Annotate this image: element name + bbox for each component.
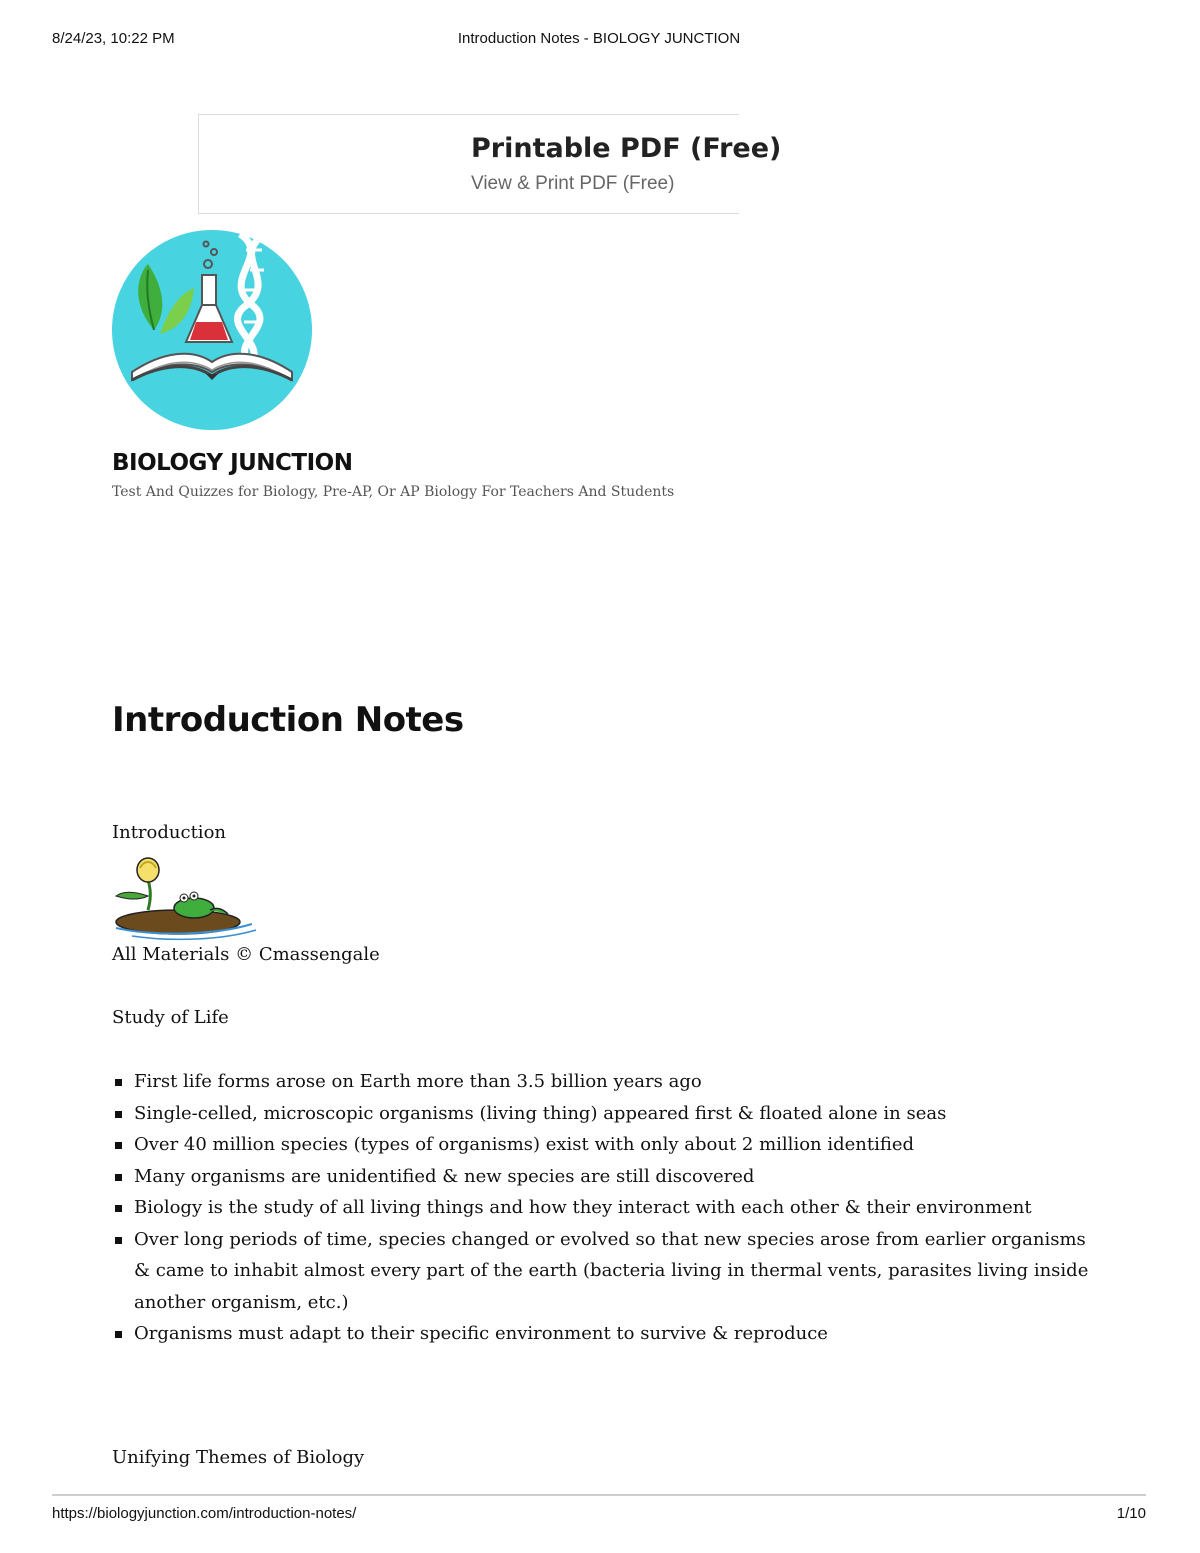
page-title: Introduction Notes — [112, 700, 464, 740]
list-item: Biology is the study of all living things and how they interact with each other & their environment — [112, 1192, 1092, 1224]
list-item: Over 40 million species (types of organisms) exist with only about 2 million identified — [112, 1129, 1092, 1161]
study-of-life-list — [112, 1066, 1092, 1350]
print-header — [52, 30, 1146, 50]
section-heading-study-of-life: Study of Life — [112, 1007, 229, 1028]
ad-title[interactable]: Printable PDF (Free) — [471, 133, 782, 164]
print-datetime: 8/24/23, 10:22 PM — [52, 30, 175, 47]
ad-subtitle[interactable]: View & Print PDF (Free) — [471, 173, 675, 194]
section-heading-unifying-themes: Unifying Themes of Biology — [112, 1447, 365, 1468]
frog-on-lilypad-clipart — [112, 856, 258, 942]
site-title[interactable]: BIOLOGY JUNCTION — [112, 450, 353, 476]
list-item: First life forms arose on Earth more than 3.5 billion years ago — [112, 1066, 1092, 1098]
site-tagline: Test And Quizzes for Biology, Pre-AP, Or AP Biology For Teachers And Students — [112, 484, 675, 500]
print-page-title: Introduction Notes - BIOLOGY JUNCTION — [457, 30, 741, 47]
site-logo[interactable] — [112, 230, 312, 430]
footer-divider — [52, 1494, 1146, 1496]
list-item: Single-celled, microscopic organisms (living thing) appeared first & floated alone in seas — [112, 1098, 1092, 1130]
printable-pdf-ad[interactable] — [198, 114, 782, 214]
list-item: Organisms must adapt to their specific environment to survive & reproduce — [112, 1318, 1092, 1350]
list-item: Many organisms are unidentified & new species are still discovered — [112, 1161, 1092, 1193]
print-page-number: 1/10 — [1116, 1505, 1146, 1522]
section-heading-introduction: Introduction — [112, 822, 226, 843]
print-url: https://biologyjunction.com/introduction-notes/ — [52, 1505, 357, 1522]
print-footer — [52, 1505, 1146, 1525]
list-item: Over long periods of time, species changed or evolved so that new species arose from earlier organisms & came to inhabit almost every part of the earth (bacteria living in thermal vents, parasites living inside another organism, etc.) — [112, 1224, 1092, 1319]
copyright-notice: All Materials © Cmassengale — [112, 944, 380, 965]
